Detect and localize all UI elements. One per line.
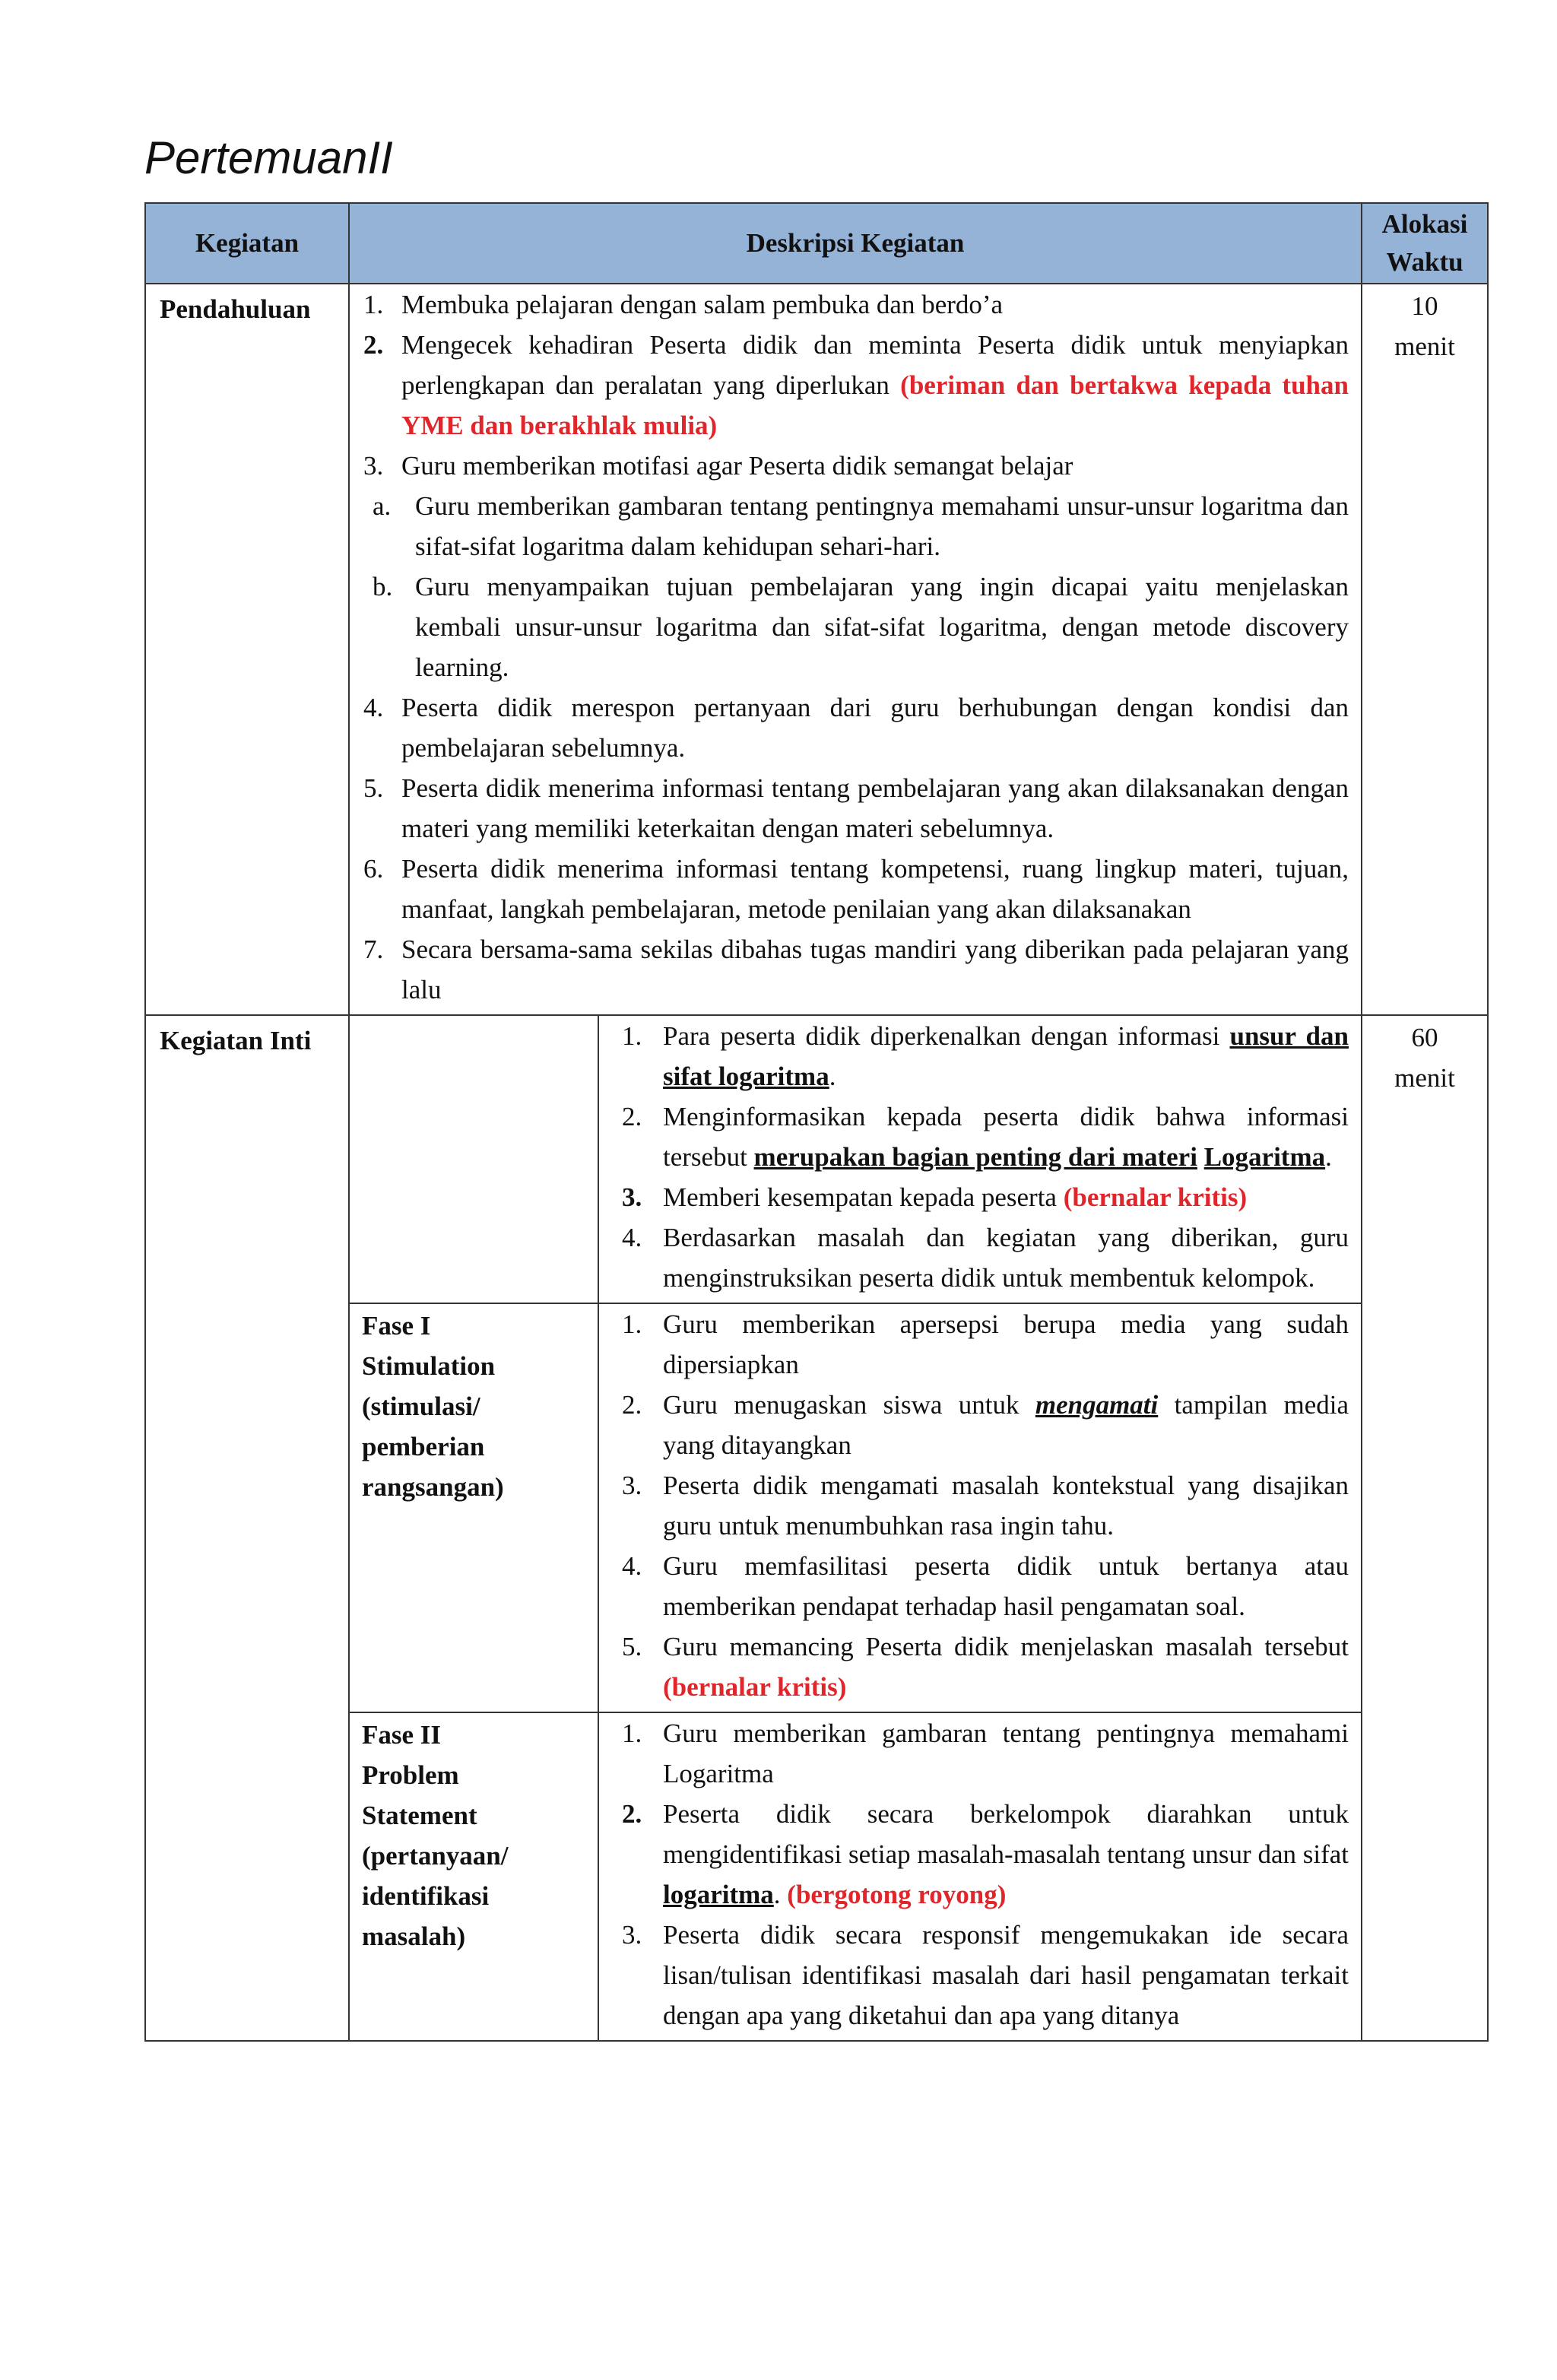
time-unit: menit	[1394, 1063, 1455, 1093]
lesson-plan-table	[144, 202, 1489, 2042]
fase1-label: Fase I Stimulation (stimulasi/ pemberian rangsangan)	[350, 1303, 598, 1712]
list-item: 1. Membuka pelajaran dengan salam pembuka dan berdo’a	[363, 290, 1004, 319]
intro-phase-empty	[350, 1016, 598, 1303]
fase2-label: Fase II Problem Statement (pertanyaan/ identifikasi masalah)	[350, 1712, 598, 2040]
table-header-row	[145, 203, 1488, 284]
header-alokasi-line1: Alokasi	[1381, 209, 1468, 239]
fase2-description	[598, 1712, 1361, 2040]
list-item: 6. Peserta didik menerima informasi tentang kompetensi, ruang lingkup materi, tujuan, manfaat, langkah pembelajaran, metode penilaian yang akan dilaksanakan	[363, 854, 1349, 924]
list-item: 2. Menginformasikan kepada peserta didik bahwa informasi tersebut merupakan bagian penting dari materi Logaritma.	[622, 1102, 1349, 1172]
table-row-pendahuluan	[145, 284, 1488, 1015]
list-item: 5. Peserta didik menerima informasi tentang pembelajaran yang akan dilaksanakan dengan materi yang memiliki keterkaitan dengan materi sebelumnya.	[363, 773, 1349, 843]
header-deskripsi: Deskripsi Kegiatan	[349, 203, 1362, 284]
header-alokasi	[1362, 203, 1488, 284]
fase1-description	[598, 1303, 1361, 1712]
pendahuluan-description	[349, 284, 1362, 1015]
list-item: 7. Secara bersama-sama sekilas dibahas tugas mandiri yang diberikan pada pelajaran yang lalu	[363, 935, 1349, 1004]
pendahuluan-time	[1362, 284, 1488, 1015]
intro-description	[598, 1016, 1361, 1303]
header-kegiatan: Kegiatan	[145, 203, 349, 284]
character-note: (bernalar kritis)	[1063, 1182, 1248, 1212]
character-note: (bergotong royong)	[787, 1880, 1007, 1909]
time-value: 60	[1411, 1023, 1438, 1052]
pendahuluan-label: Pendahuluan	[145, 284, 349, 1015]
time-value: 10	[1411, 291, 1438, 321]
list-item: 3. Guru memberikan motifasi agar Peserta didik semangat belajar a. Guru memberikan gambaran tentang pentingnya memahami unsur-unsur logaritma dan sifat-sifat logaritma dalam kehidupan sehari-hari. b. Guru menyampaikan tujuan pembelajaran yang ingin dicapai yaitu menjelaskan kembali unsur-unsur logaritma dan sifat-sifat logaritma, dengan metode discovery learning.	[359, 446, 1349, 687]
sub-list-item: b. Guru menyampaikan tujuan pembelajaran yang ingin dicapai yaitu menjelaskan kembali unsur-unsur logaritma dan sifat-sifat logaritma, dengan metode discovery learning.	[373, 572, 1349, 682]
list-item: 3. Memberi kesempatan kepada peserta (bernalar kritis)	[622, 1182, 1248, 1212]
list-item: 4. Berdasarkan masalah dan kegiatan yang diberikan, guru menginstruksikan peserta didik untuk membentuk kelompok.	[622, 1223, 1349, 1293]
list-item: 2. Guru menugaskan siswa untuk mengamati tampilan media yang ditayangkan	[622, 1390, 1349, 1460]
list-item: 4. Guru memfasilitasi peserta didik untuk bertanya atau memberikan pendapat terhadap hasil pengamatan soal.	[622, 1551, 1349, 1621]
inti-fase2-row	[350, 1712, 1361, 2040]
character-note: (beriman dan bertakwa kepada tuhan YME dan berakhlak mulia)	[401, 370, 1349, 440]
character-note: (bernalar kritis)	[663, 1672, 847, 1702]
table-row-kegiatan-inti	[145, 1015, 1488, 2041]
list-item: 5. Guru memancing Peserta didik menjelaskan masalah tersebut (bernalar kritis)	[622, 1632, 1349, 1702]
list-item: 1. Guru memberikan apersepsi berupa media yang sudah dipersiapkan	[622, 1309, 1349, 1379]
list-item: 3. Peserta didik secara responsif mengemukakan ide secara lisan/tulisan identifikasi masalah dari hasil pengamatan terkait dengan apa yang diketahui dan apa yang ditanya	[622, 1920, 1349, 2030]
list-item: 1. Para peserta didik diperkenalkan dengan informasi unsur dan sifat logaritma.	[622, 1021, 1349, 1091]
list-item: 2. Peserta didik secara berkelompok diarahkan untuk mengidentifikasi setiap masalah-masalah tentang unsur dan sifat logaritma. (bergotong royong)	[622, 1799, 1349, 1909]
inti-description	[349, 1015, 1362, 2041]
inti-label: Kegiatan Inti	[145, 1015, 349, 2041]
inti-intro-row	[350, 1016, 1361, 1303]
inti-time	[1362, 1015, 1488, 2041]
list-item: 3. Peserta didik mengamati masalah kontekstual yang disajikan guru untuk menumbuhkan rasa ingin tahu.	[622, 1471, 1349, 1541]
list-item: 1. Guru memberikan gambaran tentang pentingnya memahami Logaritma	[622, 1718, 1349, 1788]
list-item: 4. Peserta didik merespon pertanyaan dari guru berhubungan dengan kondisi dan pembelajaran sebelumnya.	[363, 693, 1349, 763]
inti-fase1-row	[350, 1303, 1361, 1712]
time-unit: menit	[1394, 332, 1455, 361]
list-item: 2. Mengecek kehadiran Peserta didik dan meminta Peserta didik untuk menyiapkan perlengkapan dan peralatan yang diperlukan (beriman dan bertakwa kepada tuhan YME dan berakhlak mulia)	[363, 330, 1349, 440]
sub-list-item: a. Guru memberikan gambaran tentang pentingnya memahami unsur-unsur logaritma dan sifat-sifat logaritma dalam kehidupan sehari-hari.	[373, 491, 1349, 561]
page-title: PertemuanII	[144, 132, 393, 183]
header-alokasi-line2: Waktu	[1386, 247, 1463, 277]
inti-phase-table	[350, 1016, 1361, 2040]
